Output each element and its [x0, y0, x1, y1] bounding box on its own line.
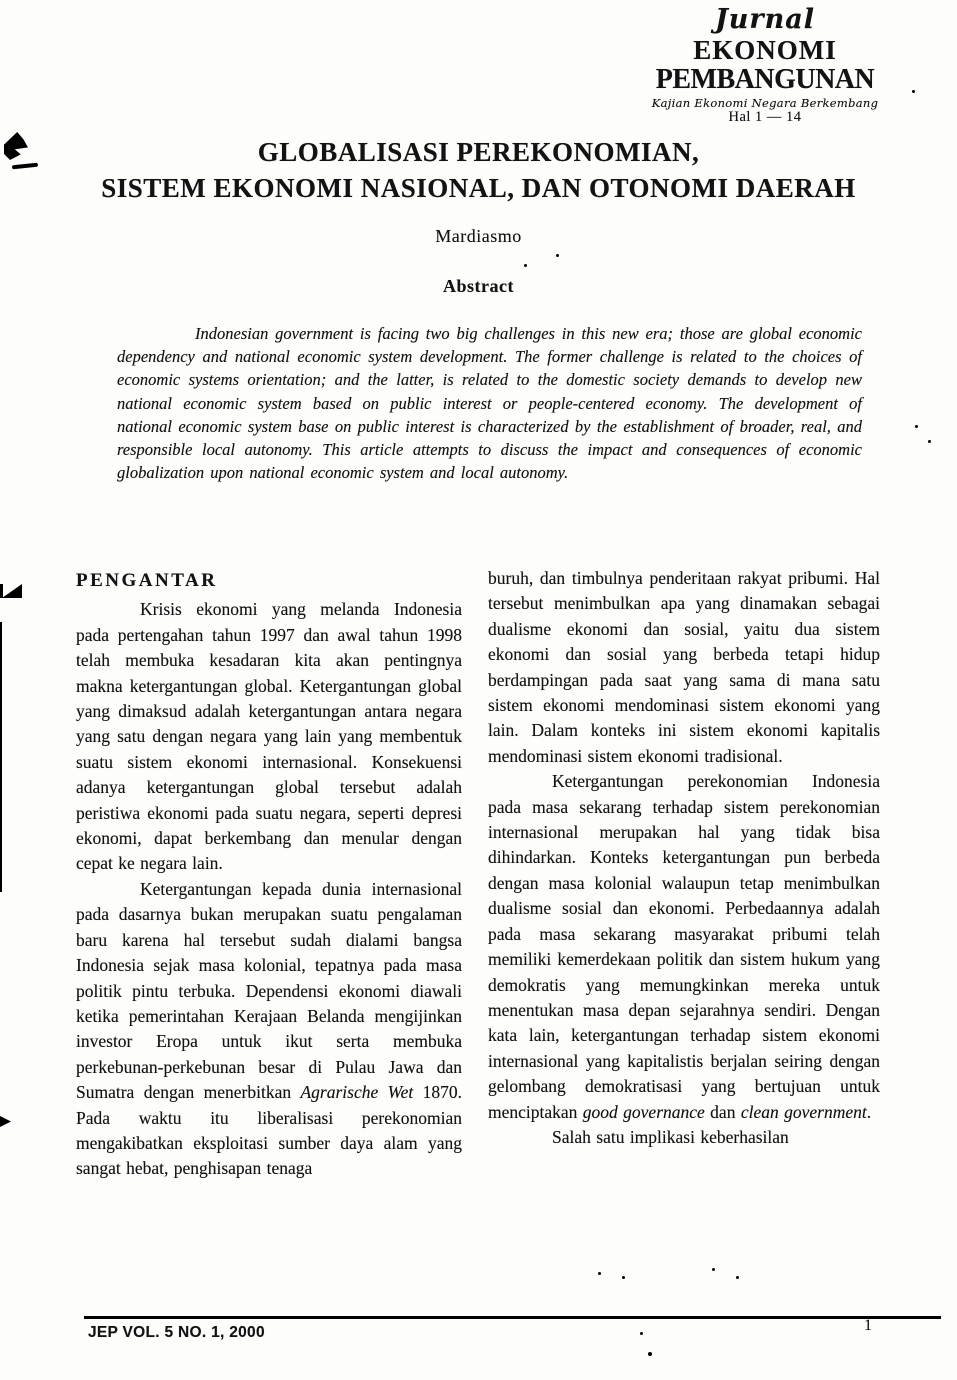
right-paragraph-2-mid: dan — [710, 1101, 736, 1122]
right-paragraph-2 — [488, 769, 880, 1125]
right-paragraph-3: Salah satu implikasi keberhasilan — [552, 1126, 789, 1147]
italic-term-clean-government: clean government — [740, 1101, 867, 1122]
left-paragraph-2-text: Ketergantungan kepada dunia internasional pada dasarnya bukan merupakan suatu pengalaman baru karena hal tersebut sudah dialami bangsa Indonesia sejak masa kolonial, tepatnya pada masa politik pintu terbuka. Dependensi ekonomi diawali ketika pemerintahan Kerajaan Belanda mengijinkan investor Eropa untuk ikut serta membuka perkebunan-perkebunan besar di Pulau Jawa dan Sumatra dengan menerbitkan — [76, 878, 462, 1103]
scan-speck — [928, 440, 931, 443]
abstract-text: Indonesian government is facing two big challenges in this new era; those are global economic dependency and national economic system development. The former challenge is related to the choices of economic systems orientation; and the latter, is related to the domestic society demands to develop new national economic system based on public interest or people-centered economy. The development of national economic system base on public interest is characterized by the establishment of broader, real, and responsible local autonomy. This article attempts to discuss the impact and consequences of economic globalization upon national economic system and local autonomy. — [117, 324, 862, 483]
scan-artifact-triangle — [2, 584, 22, 598]
scan-speck — [712, 1268, 715, 1271]
right-paragraph-2-period: . — [866, 1101, 872, 1122]
scan-speck — [912, 90, 915, 93]
journal-name-script: Jurnal — [714, 4, 815, 35]
italic-term-good-governance: good governance — [582, 1101, 705, 1122]
article-title-line1: GLOBALISASI PEREKONOMIAN, — [257, 137, 700, 167]
scan-speck — [556, 254, 559, 257]
article-title — [0, 134, 957, 206]
author-name: Mardiasmo — [435, 226, 522, 246]
left-paragraph-2-text-end: 1870. Pada waktu itu liberalisasi perekonomian mengakibatkan eksploitasi sumber daya alam yang sangat hebat, penghisapan tenaga — [76, 1082, 463, 1179]
scan-speck — [524, 264, 527, 267]
right-paragraph-1: buruh, dan timbulnya penderitaan rakyat pribumi. Hal tersebut menimbulkan apa yang dinamakan sebagai dualisme ekonomi dan sosial, yaitu dua sistem ekonomi dan sosial yang berbeda tetapi hidup berdampingan pada saat yang sama di mana satu sistem ekonomi mendominasi sistem ekonomi yang lain. Dalam konteks ini sistem ekonomi kapitalis mendominasi sistem ekonomi tradisional. — [488, 568, 880, 766]
journal-masthead — [645, 6, 885, 125]
page-number: 1 — [864, 1317, 872, 1334]
scan-artifact-vertical-line — [0, 622, 2, 892]
journal-subtitle: Kajian Ekonomi Negara Berkembang — [651, 96, 879, 111]
section-heading-pengantar: PENGANTAR — [76, 570, 218, 591]
abstract-heading: Abstract — [443, 276, 514, 296]
scan-speck — [736, 1276, 739, 1279]
footer-rule — [84, 1316, 941, 1319]
journal-name-line2: PEMBANGUNAN — [655, 63, 875, 95]
scan-speck — [648, 1352, 652, 1356]
scan-artifact-arrow — [0, 1116, 11, 1127]
article-title-line2: SISTEM EKONOMI NASIONAL, DAN OTONOMI DAERAH — [101, 173, 856, 203]
scan-speck — [598, 1272, 601, 1275]
scan-speck — [640, 1332, 643, 1335]
italic-term-agrarische-wet: Agrarische Wet — [300, 1082, 414, 1103]
right-paragraph-2-text: Ketergantungan perekonomian Indonesia pada masa sekarang terhadap sistem perekonomian internasional merupakan hal yang tidak bisa dihindarkan. Konteks ketergantungan pun berbeda dengan masa kolonial walaupun tetap menimbulkan dualisme sosial dan ekonomi. Perbedaannya adalah pada masa sekarang masyarakat pribumi telah memiliki kemerdekaan politik dan sistem hukum yang demokratis yang memungkinkan mereka untuk menentukan masa depan sejarahnya sendiri. Dengan kata lain, ketergantungan terhadap sistem ekonomi internasional yang kapitalistis berjalan seiring dengan gelombang demokratisasi yang bertujuan untuk menciptakan — [488, 771, 880, 1122]
scan-artifact-bar — [0, 584, 3, 598]
scan-speck — [915, 425, 918, 428]
left-column — [76, 568, 462, 1182]
left-paragraph-1: Krisis ekonomi yang melanda Indonesia pada pertengahan tahun 1997 dan awal tahun 1998 telah membuka kesadaran kita akan pentingnya makna ketergantungan global. Ketergantungan global yang dimaksud adalah ketergantungan antara negara yang satu dengan negara yang lain yang membentuk suatu sistem ekonomi internasional. Konsekuensi adanya ketergantungan global tersebut adalah peristiwa ekonomi pada suatu negara, seperti depresi ekonomi, dapat berkembang dan menular dengan cepat ke negara lain. — [76, 599, 462, 874]
journal-name-line1: EKONOMI — [693, 35, 837, 66]
journal-page-range: Hal 1 — 14 — [728, 109, 802, 126]
footer-journal-reference: JEP VOL. 5 NO. 1, 2000 — [88, 1324, 265, 1341]
right-column — [488, 566, 880, 1150]
left-paragraph-2 — [76, 877, 462, 1182]
scan-speck — [622, 1276, 625, 1279]
